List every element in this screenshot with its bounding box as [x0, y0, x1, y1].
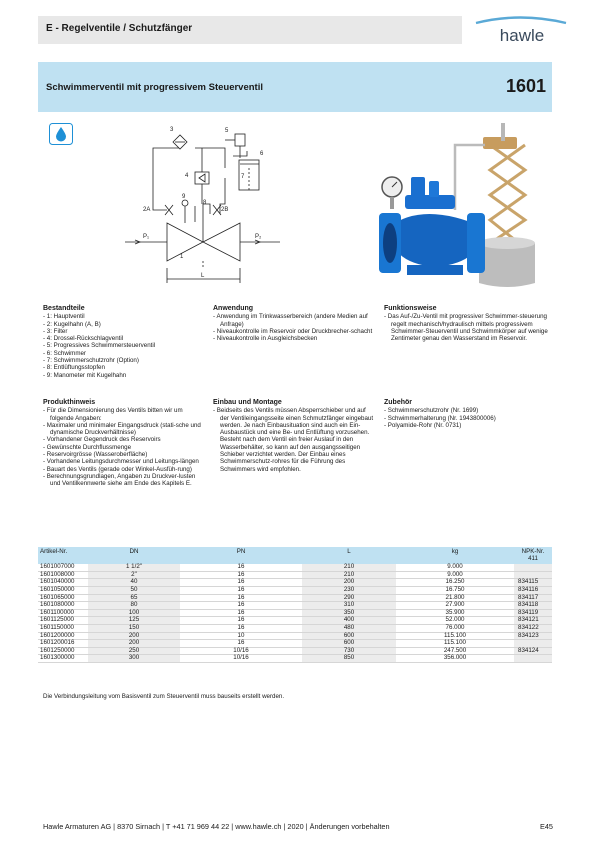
table-cell: 400 — [302, 617, 396, 625]
table-header-row — [38, 547, 552, 564]
label-8: 8 — [203, 200, 207, 206]
table-cell: 16 — [180, 594, 302, 602]
table-row — [38, 640, 552, 648]
table-cell: 1601008000 — [38, 571, 88, 579]
table-cell: 1601007000 — [38, 564, 88, 571]
table-cell: 150 — [88, 624, 180, 632]
table-cell: 200 — [302, 579, 396, 587]
table-cell: 600 — [302, 632, 396, 640]
table-row — [38, 655, 552, 663]
list-item: - Maximaler und minimaler Eingangsdruck (stati-sche und dynamische Druckverhältnisse) — [43, 421, 201, 437]
produkthinweis-title: Produkthinweis — [43, 399, 96, 406]
product-number: 1601 — [505, 76, 546, 96]
chapter-header — [38, 16, 462, 44]
label-1: 1 — [180, 254, 184, 260]
table-cell: 50 — [88, 586, 180, 594]
table-cell: 1601050000 — [38, 586, 88, 594]
product-title: Schwimmerventil mit progressivem Steuerventil — [46, 82, 263, 93]
table-cell: 16.250 — [396, 579, 514, 587]
table-cell: 200 — [88, 640, 180, 648]
table-cell: 100 — [88, 609, 180, 617]
table-cell: 125 — [88, 617, 180, 625]
table-cell — [514, 564, 552, 571]
table-cell: 40 — [88, 579, 180, 587]
list-item: - Berechnungsgrundlagen, Angaben zu Druckver-lusten und Ventilkennwerte siehe am Ende des Kapitels E. — [43, 472, 196, 488]
einbau-title: Einbau und Montage — [213, 399, 282, 406]
list-item: - Schwimmerhalterung (Nr. 1943800006) — [384, 414, 496, 422]
table-cell: 16 — [180, 586, 302, 594]
table-cell: 76.000 — [396, 624, 514, 632]
section-zubehoer — [384, 399, 549, 429]
table-cell: 210 — [302, 571, 396, 579]
table-row — [38, 632, 552, 640]
label-4: 4 — [185, 173, 189, 179]
table-cell: 834115 — [514, 579, 552, 587]
table-cell: 1601200000 — [38, 632, 88, 640]
table-cell: 834122 — [514, 624, 552, 632]
list-item: - Gewünschte Durchflussmenge — [43, 443, 132, 451]
table-cell: 834117 — [514, 594, 552, 602]
label-5: 5 — [225, 128, 229, 134]
table-cell: 1601300000 — [38, 655, 88, 663]
header-kg: kg — [396, 547, 514, 564]
logo-text: hawle — [499, 26, 545, 45]
table-cell: 16 — [180, 609, 302, 617]
list-item: - Schwimmerschutzrohr (Nr. 1699) — [384, 407, 479, 415]
section-einbau — [213, 399, 375, 473]
chapter-title: E - Regelventile / Schutzfänger — [46, 23, 193, 34]
table-cell: 480 — [302, 624, 396, 632]
list-item: - Reservoirgrösse (Wasseroberfläche) — [43, 451, 148, 459]
table-row — [38, 579, 552, 587]
table-cell: 16 — [180, 564, 302, 571]
list-item: - Anwendung im Trinkwasserbereich (andere Medien auf Anfrage) — [213, 313, 368, 328]
table-cell: 210 — [302, 564, 396, 571]
list-item: - Polyamide-Rohr (Nr. 0731) — [384, 421, 462, 429]
table-cell: 200 — [88, 632, 180, 640]
list-item: - 2: Kugelhahn (A, B) — [43, 320, 101, 328]
list-item: - 4: Drossel-Rückschlagventil — [43, 335, 124, 343]
list-item: - Vorhandene Leitungsdurchmesser und Leitungs-längen — [43, 458, 199, 466]
table-cell: 300 — [88, 655, 180, 663]
table-cell: 1601150000 — [38, 624, 88, 632]
table-cell: 16 — [180, 602, 302, 610]
list-item: - Für die Dimensionierung des Ventils bitten wir um folgende Angaben: — [43, 407, 183, 422]
table-cell — [514, 655, 552, 663]
zubehoer-title: Zubehör — [384, 399, 412, 406]
label-9: 9 — [182, 194, 186, 200]
label-l: L — [201, 273, 205, 279]
table-cell: 52.000 — [396, 617, 514, 625]
table-cell: 1601200016 — [38, 640, 88, 648]
table-cell: 115.100 — [396, 632, 514, 640]
table-cell: 10 — [180, 632, 302, 640]
table-cell: 834121 — [514, 617, 552, 625]
list-item: - 9: Manometer mit Kugelhahn — [43, 371, 127, 379]
table-cell: 290 — [302, 594, 396, 602]
table-row — [38, 571, 552, 579]
section-produkthinweis — [43, 399, 205, 488]
table-row — [38, 624, 552, 632]
table-cell: 1 1/2" — [88, 564, 180, 571]
header-pn: PN — [180, 547, 302, 564]
table-row — [38, 647, 552, 655]
table-cell: 16 — [180, 617, 302, 625]
label-p2: P₂ — [255, 234, 262, 240]
table-cell: 356.000 — [396, 655, 514, 663]
table-cell: 21.800 — [396, 594, 514, 602]
table-cell: 16 — [180, 640, 302, 648]
list-item: - 3: Filter — [43, 327, 68, 335]
table-cell: 1601040000 — [38, 579, 88, 587]
table-cell: 834124 — [514, 647, 552, 655]
table-cell: 80 — [88, 602, 180, 610]
label-3: 3 — [170, 127, 174, 133]
list-item: - Niveaukontrolle in Ausgleichsbecken — [213, 335, 318, 343]
table-row — [38, 602, 552, 610]
bestandteile-title: Bestandteile — [43, 305, 85, 312]
table-cell: 9.000 — [396, 564, 514, 571]
header-l: L — [302, 547, 396, 564]
footer-text: Hawle Armaturen AG | 8370 Sirnach | T +41 71 969 44 22 | www.hawle.ch | 2020 | Änderungen vorbehalten — [43, 822, 390, 831]
label-p1: P₁ — [143, 234, 150, 240]
table-cell: 730 — [302, 647, 396, 655]
label-2b: 2B — [221, 207, 229, 213]
table-cell: 10/16 — [180, 647, 302, 655]
table-cell: 250 — [88, 647, 180, 655]
table-row — [38, 594, 552, 602]
table-row — [38, 609, 552, 617]
table-cell: 9.000 — [396, 571, 514, 579]
table-cell: 600 — [302, 640, 396, 648]
table-cell: 16 — [180, 571, 302, 579]
header-artikel: Artikel-Nr. — [38, 547, 88, 564]
table-cell: 16.750 — [396, 586, 514, 594]
table-row — [38, 617, 552, 625]
article-table — [38, 547, 552, 663]
table-cell: 27.900 — [396, 602, 514, 610]
funktionsweise-title: Funktionsweise — [384, 305, 437, 312]
table-cell: 310 — [302, 602, 396, 610]
valve-schematic — [115, 118, 285, 293]
anwendung-title: Anwendung — [213, 305, 254, 312]
header-npk: NPK-Nr. 411 — [514, 547, 552, 564]
product-header — [38, 62, 552, 112]
header-dn: DN — [88, 547, 180, 564]
table-cell: 834123 — [514, 632, 552, 640]
list-item: - Vorhandener Gegendruck des Reservoirs — [43, 436, 161, 444]
table-cell: 2" — [88, 571, 180, 579]
label-6: 6 — [260, 151, 264, 157]
list-item: - Beidseits des Ventils müssen Absperrschieber und auf der Ventileingangsseite einen Schmutzfänger eingebaut werden. Je nach Einbausituation sind auch ein Ein-Ausbaustück und eine Be- und Entlüftung vorzusehen. Besteht nach dem Ventil ein freier Auslauf in den Wasserbehälter, so kann auf den ausgangsseitigen Schieber verzichtet werden. Der Einbau eines Schwimmerschutz-rohres für die Führung des Schwimmers wird empfohlen. — [213, 407, 374, 473]
page-number: E45 — [540, 822, 553, 831]
section-funktionsweise — [384, 305, 549, 342]
table-cell: 247.500 — [396, 647, 514, 655]
table-cell: 834116 — [514, 586, 552, 594]
valve-illustration — [375, 115, 555, 295]
table-cell: 1601065000 — [38, 594, 88, 602]
section-bestandteile — [43, 305, 203, 379]
table-cell: 230 — [302, 586, 396, 594]
table-cell: 1601125000 — [38, 617, 88, 625]
list-item: - Das Auf-/Zu-Ventil mit progressiver Schwimmer-steuerung regelt mechanisch/hydraulisch mittels progressivem Schwimmer-Steuerventil und Schwimmkörper auf wenige Zentimeter genau den Wasserstand im Reservoir. — [384, 313, 548, 343]
table-cell: 1601100000 — [38, 609, 88, 617]
table-cell: 35.900 — [396, 609, 514, 617]
table-cell: 850 — [302, 655, 396, 663]
list-item: - 6: Schwimmer — [43, 349, 86, 357]
list-item: - 5: Progressives Schwimmersteuerventil — [43, 342, 156, 350]
note: Die Verbindungsleitung vom Basisventil zum Steuerventil muss bauseits erstellt werden. — [43, 693, 285, 700]
table-cell: 16 — [180, 579, 302, 587]
list-item: - Niveaukontrolle im Reservoir oder Druckbrecher-schacht — [213, 327, 373, 335]
table-cell: 16 — [180, 624, 302, 632]
table-cell: 65 — [88, 594, 180, 602]
section-anwendung — [213, 305, 375, 342]
table-cell: 350 — [302, 609, 396, 617]
water-drop-icon — [49, 123, 73, 145]
list-item: - 7: Schwimmerschutzrohr (Option) — [43, 357, 139, 365]
list-item: - 8: Entlüftungsstopfen — [43, 364, 105, 372]
list-item: - Bauart des Ventils (gerade oder Winkel-Ausfüh-rung) — [43, 465, 192, 473]
hawle-logo — [470, 14, 570, 46]
table-cell: 834118 — [514, 602, 552, 610]
list-item: - 1: Hauptventil — [43, 313, 85, 321]
label-7: 7 — [241, 174, 245, 180]
table-cell: 10/16 — [180, 655, 302, 663]
table-cell: 834119 — [514, 609, 552, 617]
table-cell: 115.100 — [396, 640, 514, 648]
table-row — [38, 586, 552, 594]
label-2a: 2A — [143, 207, 151, 213]
table-cell: 1601080000 — [38, 602, 88, 610]
table-row — [38, 564, 552, 571]
table-cell: 1601250000 — [38, 647, 88, 655]
